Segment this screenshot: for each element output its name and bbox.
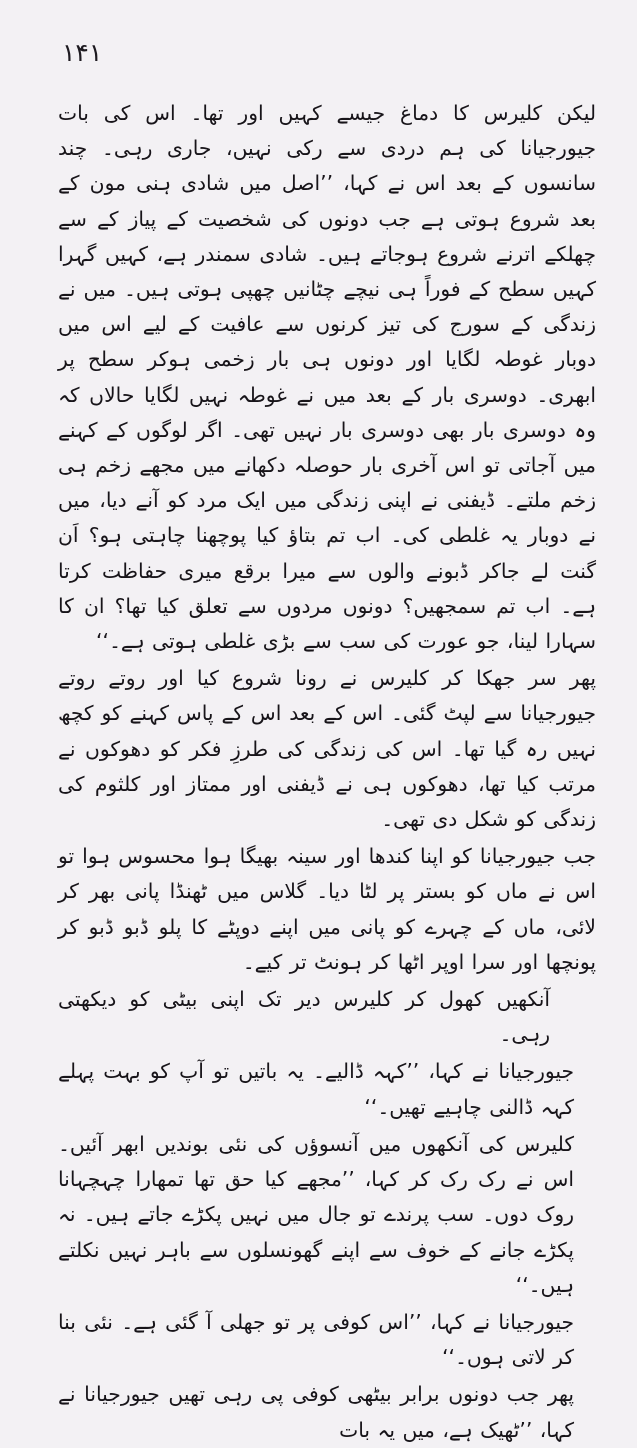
paragraph-2: پھر سر جھکا کر کلیرس نے رونا شروع کیا اور روتے روتے جیورجیانا سے لپٹ گئی۔ اس کے بعد اس کے پاس کہنے کو کچھ نہیں رہ گیا تھا۔ اس کی زندگی کی طرزِ فکر کو دھوکوں نے مرتب کیا تھا، دھوکوں ہی نے ڈیفنی اور ممتاز اور کلثوم کی زندگی کو شکل دی تھی۔ (58, 666, 596, 832)
paragraph-3: جب جیورجیانا کو اپنا کندھا اور سینہ بھیگا ہوا محسوس ہوا تو اس نے ماں کو بستر پر لٹا دیا۔ گلاس میں ٹھنڈا پانی بھر کر لائی، ماں کے چہرے کو پانی میں اپنے دوپٹے کا پلو ڈبو ڈبو کر پونچھا اور سرا اوپر اٹھا کر ہونٹ تر کیے۔ (58, 844, 596, 974)
paragraph-5: جیورجیانا نے کہا، ’’کہہ ڈالیے۔ یہ باتیں تو آپ کو بہت پہلے کہہ ڈالنی چاہیے تھیں۔‘‘ (58, 1059, 574, 1119)
paragraph-7: جیورجیانا نے کہا، ’’اس کوفی پر تو جھلی آ گئی ہے۔ نئی بنا کر لاتی ہوں۔‘‘ (58, 1309, 574, 1370)
paragraph-1: لیکن کلیرس کا دماغ جیسے کہیں اور تھا۔ اس کی بات جیورجیانا کی ہم دردی سے رکی نہیں، جاری رہی۔ چند سانسوں کے بعد اس نے کہا، ’’اصل میں شادی ہنی مون کے بعد شروع ہوتی ہے جب دونوں کی شخصیت کے پیاز کے سے چھلکے اترنے شروع ہوجاتے ہیں۔ شادی سمندر ہے، کہیں گہرا کہیں سطح کے فوراً ہی نیچے چٹانیں چھپی ہوتی ہیں۔ میں نے زندگی کے سورج کی تیز کرنوں سے عافیت کے لیے اس میں دوبار غوطہ لگایا اور دونوں ہی بار زخمی ہوکر سطح پر ابھری۔ دوسری بار کے بعد میں نے غوطہ نہیں لگایا حالاں کہ وہ دوسری بار بھی دوسری بار نہیں تھی۔ اگر لوگوں کے کہنے میں آجاتی تو اس آخری بار حوصلہ دکھانے میں مجھے زخم ہی زخم ملتے۔ ڈیفنی نے اپنی زندگی میں ایک مرد کو آنے دیا، میں نے دوبار یہ غلطی کی۔ اب تم بتاؤ کیا پوچھنا چاہتی ہو؟ اَن گنت لے جاکر ڈبونے والوں سے میرا برقع میری حفاظت کرتا ہے۔ اب تم سمجھیں؟ دونوں مردوں سے تعلق کیا تھا؟ ان کا سہارا لینا، جو عورت کی سب سے بڑی غلطی ہوتی ہے۔‘‘ (58, 101, 596, 654)
paragraph-6: کلیرس کی آنکھوں میں آنسوؤں کی نئی بوندیں ابھر آئیں۔ اس نے رک رک کر کہا، ’’مجھے کیا حق تھا تمھارا چہچہانا روک دوں۔ سب پرندے تو جال میں نہیں پکڑے جاتے ہیں۔ نہ پکڑے جانے کے خوف سے اپنے گھونسلوں سے باہر نہیں نکلتے ہیں۔‘‘ (58, 1131, 574, 1297)
paragraph-8: پھر جب دونوں برابر بیٹھی کوفی پی رہی تھیں جیورجیانا نے کہا، ’’ٹھیک ہے، میں یہ بات (58, 1382, 574, 1442)
page-number: ۱۴۱ (62, 38, 103, 67)
paragraph-4: آنکھیں کھول کر کلیرس دیر تک اپنی بیٹی کو دیکھتی رہی۔ (58, 987, 550, 1047)
body-text (58, 96, 596, 1448)
